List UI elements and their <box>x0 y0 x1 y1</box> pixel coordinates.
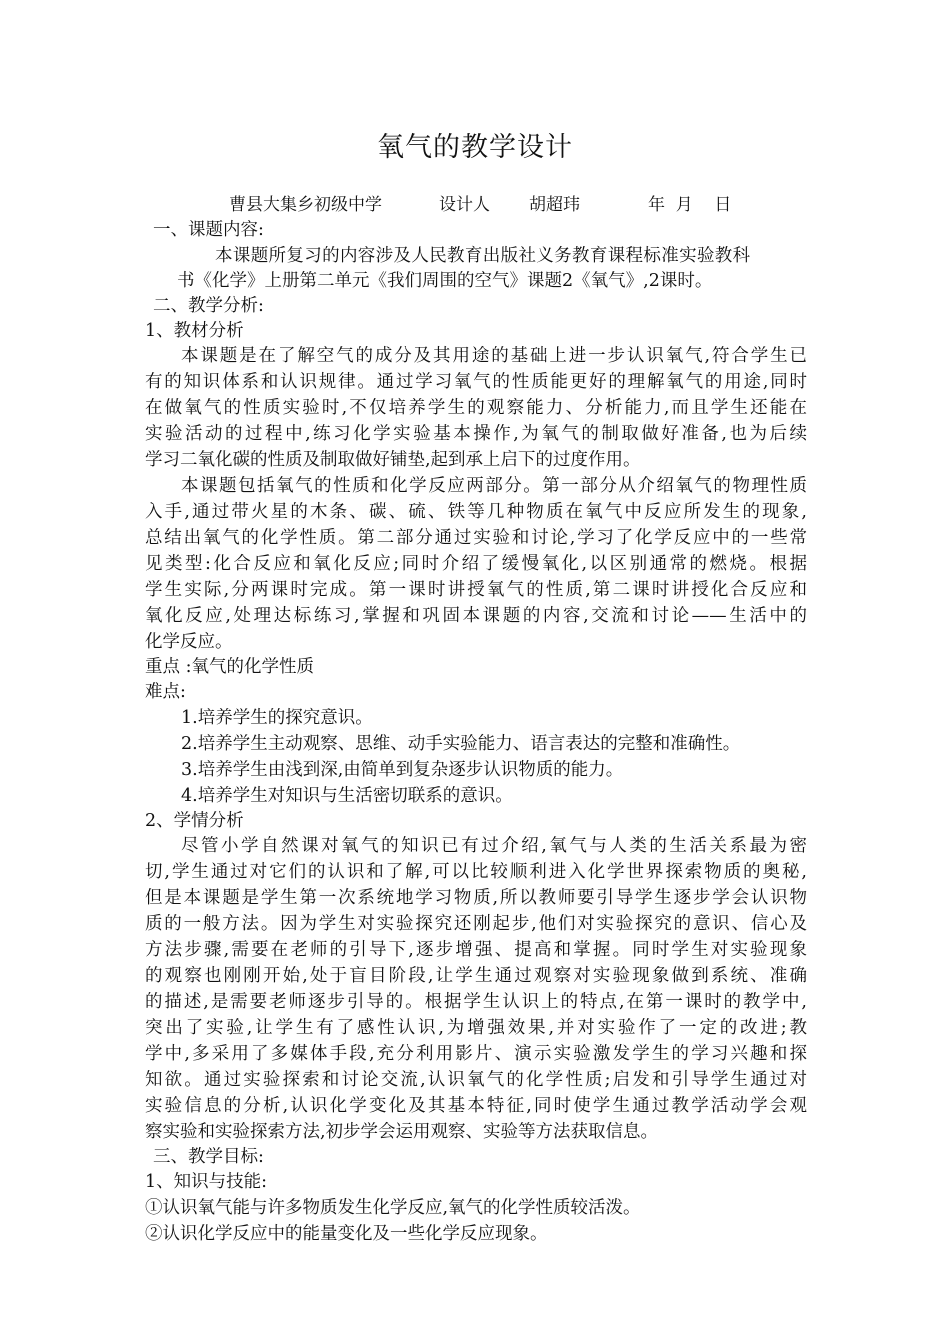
paragraph-line: 在做氧气的性质实验时,不仅培养学生的观察能力、分析能力,而且学生还能在 <box>145 398 807 418</box>
paragraph-line: 方法步骤,需要在老师的引导下,逐步增强、提高和掌握。同时学生对实验现象 <box>145 940 807 960</box>
difficulty-item: 4.培养学生对知识与生活密切联系的意识。 <box>181 786 513 806</box>
paragraph-line: 的观察也刚刚开始,处于盲目阶段,让学生通过观察对实验现象做到系统、准确 <box>145 966 807 986</box>
paragraph-line: 学生实际,分两课时完成。第一课时讲授氧气的性质,第二课时讲授化合反应和 <box>145 580 807 600</box>
difficulty-heading: 难点: <box>145 682 186 702</box>
section-heading-3: 三、教学目标: <box>153 1147 264 1167</box>
paragraph-line: 察实验和实验探索方法,初步学会运用观察、实验等方法获取信息。 <box>145 1122 659 1142</box>
difficulty-item: 3.培养学生由浅到深,由简单到复杂逐步认识物质的能力。 <box>181 760 624 780</box>
paragraph-line: 质的一般方法。因为学生对实验探究还刚起步,他们对实验探究的意识、信心及 <box>145 914 807 934</box>
paragraph-line: 但是本课题是学生第一次系统地学习物质,所以教师要引导学生逐步学会认识物 <box>145 888 807 908</box>
school-name: 曹县大集乡初级中学 <box>229 195 382 215</box>
paragraph-line: 本课题所复习的内容涉及人民教育出版社义务教育课程标准实验教科 <box>215 246 751 266</box>
date-field: 年 月 日 <box>648 195 732 215</box>
designer-label: 设计人 <box>439 195 490 215</box>
difficulty-item: 1.培养学生的探究意识。 <box>181 708 373 728</box>
paragraph-line: 本课题包括氧气的性质和化学反应两部分。第一部分从介绍氧气的物理性质 <box>181 476 807 496</box>
subsection-heading: 1、知识与技能: <box>145 1172 268 1192</box>
paragraph-line: 氧化反应,处理达标练习,掌握和巩固本课题的内容,交流和讨论——生活中的 <box>145 606 807 626</box>
paragraph-line: 学中,多采用了多媒体手段,充分利用影片、演示实验激发学生的学习兴趣和探 <box>145 1044 807 1064</box>
designer-name: 胡超玮 <box>529 195 580 215</box>
difficulty-item: 2.培养学生主动观察、思维、动手实验能力、语言表达的完整和准确性。 <box>181 734 741 754</box>
paragraph-line: 切,学生通过对它们的认识和了解,可以比较顺利进入化学世界探索物质的奥秘, <box>145 862 807 882</box>
paragraph-line: 化学反应。 <box>145 632 233 652</box>
paragraph-line: 见类型:化合反应和氧化反应;同时介绍了缓慢氧化,以区别通常的燃烧。根据 <box>145 554 807 574</box>
paragraph-line: 总结出氧气的化学性质。第二部分通过实验和讨论,学习了化学反应中的一些常 <box>145 528 807 548</box>
page-title: 氧气的教学设计 <box>377 132 573 163</box>
paragraph-line: 突出了实验,让学生有了感性认识,为增强效果,并对实验作了一定的改进;教 <box>145 1018 807 1038</box>
paragraph-line: 书《化学》上册第二单元《我们周围的空气》课题2《氧气》,2课时。 <box>177 271 713 291</box>
paragraph-line: 入手,通过带火星的木条、碳、硫、铁等几种物质在氧气中反应所发生的现象, <box>145 502 807 522</box>
subsection-heading: 2、学情分析 <box>145 811 244 831</box>
paragraph-line: 实验信息的分析,认识化学变化及其基本特征,同时使学生通过教学活动学会观 <box>145 1096 807 1116</box>
paragraph-line: 尽管小学自然课对氧气的知识已有过介绍,氧气与人类的生活关系最为密 <box>181 836 807 856</box>
paragraph-line: 学习二氧化碳的性质及制取做好铺垫,起到承上启下的过度作用。 <box>145 450 641 470</box>
paragraph-line: 有的知识体系和认识规律。通过学习氧气的性质能更好的理解氧气的用途,同时 <box>145 372 807 392</box>
subsection-heading: 1、教材分析 <box>145 321 244 341</box>
paragraph-line: 本课题是在了解空气的成分及其用途的基础上进一步认识氧气,符合学生已 <box>181 346 807 366</box>
goal-item: ①认识氧气能与许多物质发生化学反应,氧气的化学性质较活泼。 <box>145 1198 641 1218</box>
paragraph-line: 实验活动的过程中,练习化学实验基本操作,为氧气的制取做好准备,也为后续 <box>145 424 807 444</box>
paragraph-line: 知欲。通过实验探索和讨论交流,认识氧气的化学性质;启发和引导学生通过对 <box>145 1070 807 1090</box>
goal-item: ②认识化学反应中的能量变化及一些化学反应现象。 <box>145 1224 548 1244</box>
section-heading-2: 二、教学分析: <box>153 296 264 316</box>
paragraph-line: 的描述,是需要老师逐步引导的。根据学生认识上的特点,在第一课时的教学中, <box>145 992 807 1012</box>
key-point: 重点 :氧气的化学性质 <box>145 657 314 677</box>
section-heading-1: 一、课题内容: <box>153 220 264 240</box>
